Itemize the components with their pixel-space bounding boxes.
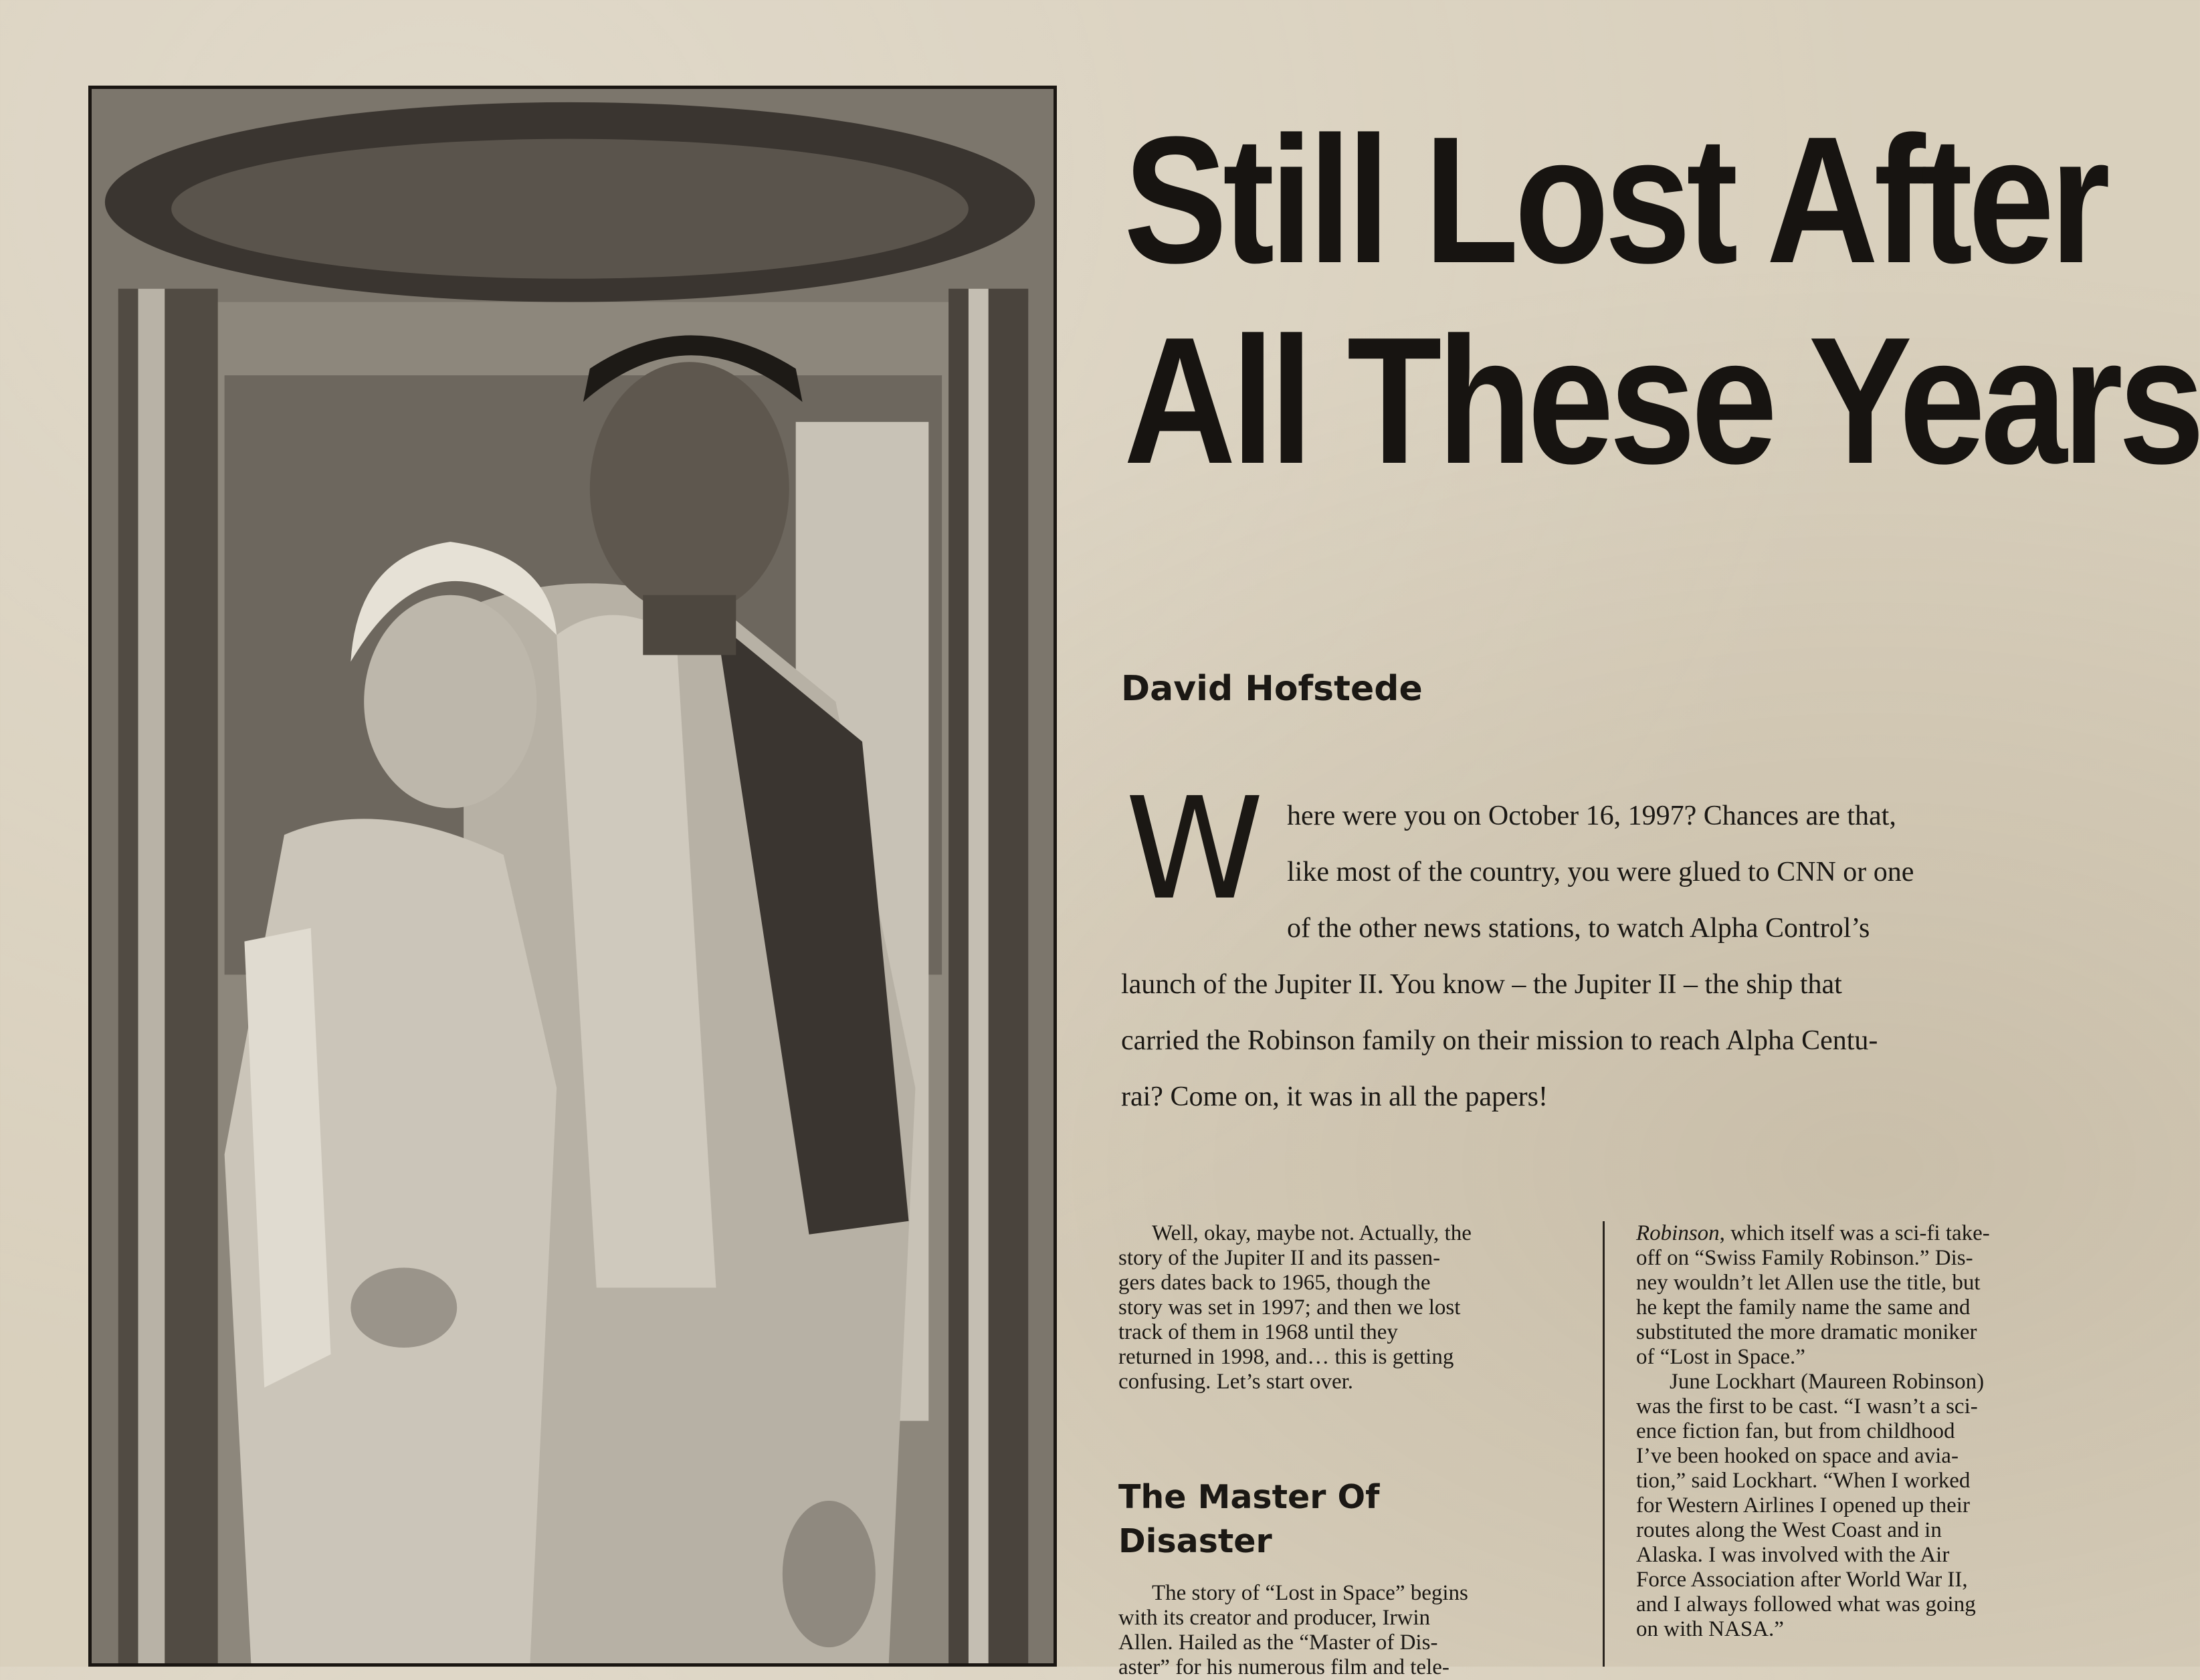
body-line: track of them in 1968 until they <box>1118 1320 1398 1344</box>
intro-line: carried the Robinson family on their mission to reach Alpha Centu- <box>1121 1025 1878 1056</box>
body-line: June Lockhart (Maureen Robinson) <box>1670 1370 1985 1394</box>
body-line: tion,” said Lockhart. “When I worked <box>1636 1469 1971 1493</box>
body-line: for Western Airlines I opened up their <box>1636 1493 1970 1517</box>
intro-line: rai? Come on, it was in all the papers! <box>1121 1081 1548 1112</box>
body-line: ney wouldn’t let Allen use the title, but <box>1636 1271 1981 1295</box>
body-line: I’ve been hooked on space and avia- <box>1636 1444 1959 1468</box>
body-column-left-continued <box>1118 1581 1580 1680</box>
body-line: on with NASA.” <box>1636 1617 1784 1641</box>
body-line: Well, okay, maybe not. Actually, the <box>1152 1221 1472 1245</box>
headline-line-1: Still Lost After <box>1124 100 2106 301</box>
body-line: Force Association after World War II, <box>1636 1568 1968 1592</box>
body-line: story of the Jupiter II and its passen- <box>1118 1246 1441 1270</box>
intro-line: here were you on October 16, 1997? Chances are that, <box>1287 801 1896 831</box>
body-line: and I always followed what was going <box>1636 1592 1976 1616</box>
article-photo <box>88 86 1057 1667</box>
body-line: routes along the West Coast and in <box>1636 1518 1942 1542</box>
body-line: The story of “Lost in Space” begins <box>1152 1581 1468 1605</box>
body-line: with its creator and producer, Irwin <box>1118 1606 1431 1630</box>
body-line: was the first to be cast. “I wasn’t a sci- <box>1636 1394 1978 1419</box>
body-line: story was set in 1997; and then we lost <box>1118 1295 1461 1320</box>
drop-cap: W <box>1125 767 1264 931</box>
body-line-rest: , which itself was a sci-fi take- <box>1719 1221 1990 1245</box>
intro-line: of the other news stations, to watch Alpha Control’s <box>1287 913 1870 944</box>
photo-illustration <box>92 89 1054 1663</box>
column-divider <box>1603 1221 1605 1667</box>
body-line: off on “Swiss Family Robinson.” Dis- <box>1636 1246 1973 1270</box>
intro-line: like most of the country, you were glued to CNN or one <box>1287 857 1914 887</box>
intro-paragraph <box>1121 788 2084 1125</box>
subhead-line-1: The Master Of <box>1118 1478 1380 1516</box>
body-line: returned in 1998, and… this is getting <box>1118 1345 1454 1369</box>
body-line: Allen. Hailed as the “Master of Dis- <box>1118 1631 1438 1655</box>
byline: David Hofstede <box>1121 669 1423 709</box>
subhead-line-2: Disaster <box>1118 1522 1272 1560</box>
body-line: gers dates back to 1965, though the <box>1118 1271 1431 1295</box>
body-column-right <box>1636 1221 2098 1642</box>
body-line: of “Lost in Space.” <box>1636 1345 1805 1369</box>
body-line: aster” for his numerous film and tele- <box>1118 1655 1449 1679</box>
headline <box>1124 100 2200 502</box>
body-column-left <box>1118 1221 1580 1394</box>
body-line: he kept the family name the same and <box>1636 1295 1971 1320</box>
body-line: substituted the more dramatic moniker <box>1636 1320 1977 1344</box>
italic-title: Robinson <box>1636 1221 1720 1245</box>
body-line: confusing. Let’s start over. <box>1118 1370 1354 1394</box>
headline-line-2: All These Years <box>1124 300 2200 502</box>
intro-line: launch of the Jupiter II. You know – the Jupiter II – the ship that <box>1121 969 1842 1000</box>
subhead <box>1118 1475 1379 1564</box>
body-line: ence fiction fan, but from childhood <box>1636 1419 1955 1443</box>
body-line: Alaska. I was involved with the Air <box>1636 1543 1950 1567</box>
body-line <box>1636 1221 2098 1246</box>
